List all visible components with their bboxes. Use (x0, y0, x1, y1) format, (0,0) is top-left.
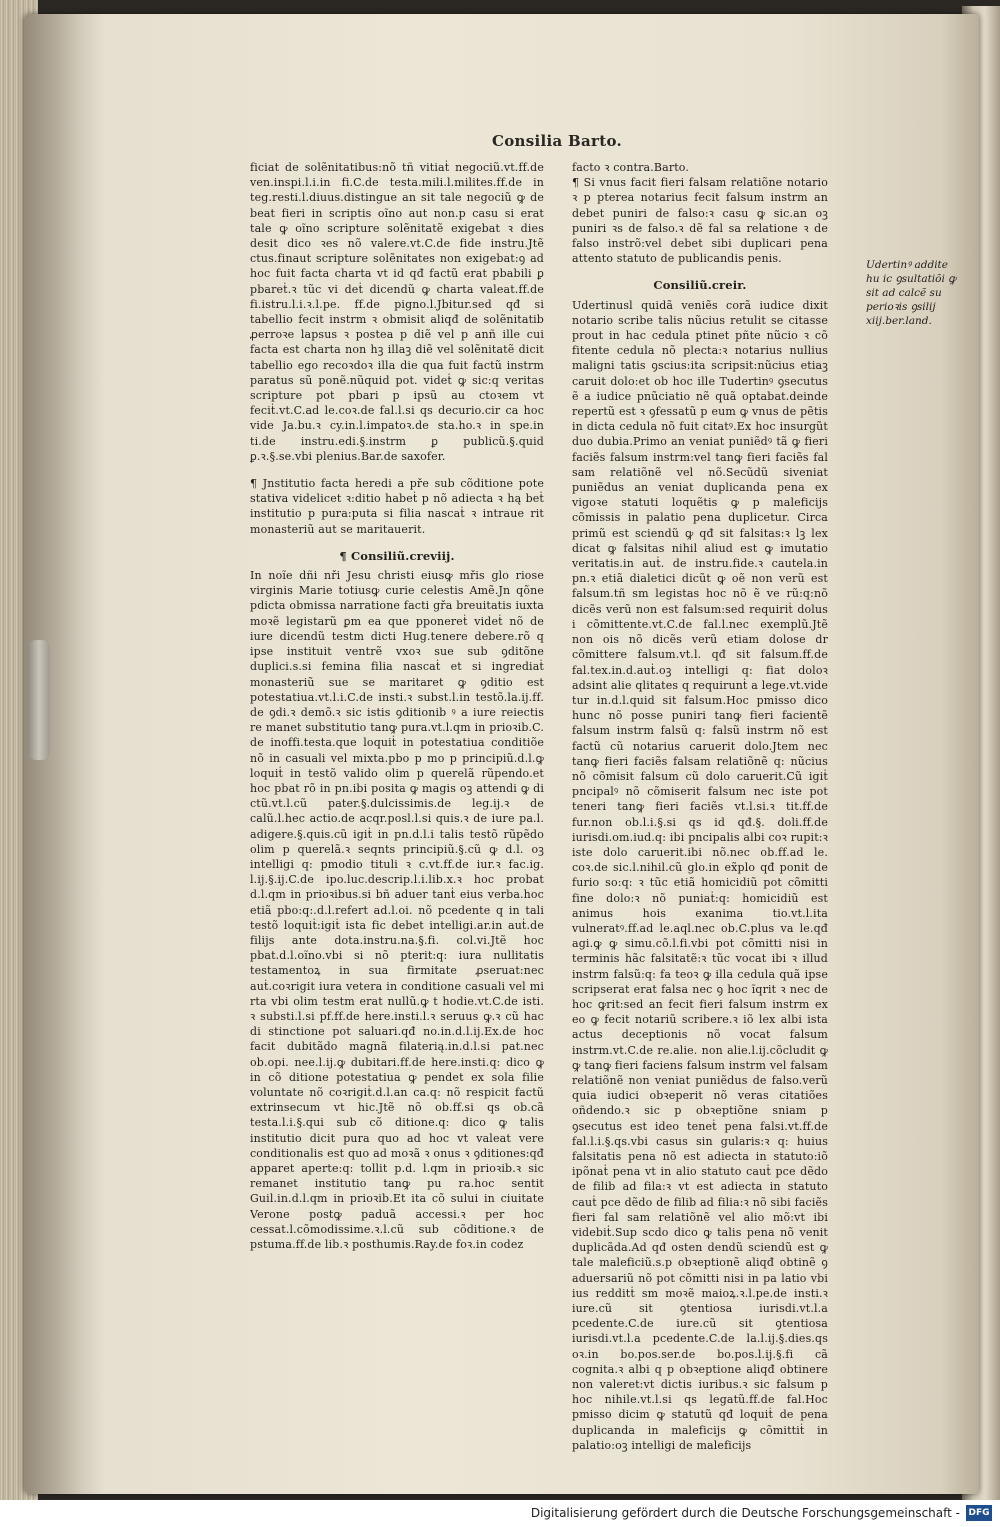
left-column (250, 160, 544, 1264)
right-column (572, 160, 828, 1465)
footer-credit: Digitalisierung gefördert durch die Deutsche Forschungsgemeinschaft - (530, 1506, 960, 1520)
consilium-text-left: In noĩe dñi nři Jesu christi eiusꝙ mřis glo riose virginis Marie totiusꝙ curie celestis Amẽ.Jn qõne pdicta obmissa narratione facti gřa breuitatis iuxta moꝛẽ legistarũ ꝑm ea que pponereṫ videṫ nõ de iure dicendũ testm dicti Hug.tenere debere.rõ q ipse instituit ventrẽ vxoꝛ sue sub ꝯditõne duplici.s.si femina filia nascaṫ et si ingrediaṫ monasteriũ sue se maritaret ꝙ ꝯditio est potestatiua.vt.l.i.C.de insti.ꝛ subst.l.in testõ.la.ij.ff. de ꝯdi.ꝛ demõ.ꝛ sic istis ꝯditionib ꝰ a iure reiectis re manet substitutio tanꝙ pura.vt.l.qm in prioꝛib.C. de inoffi.testa.que loquiṫ in potestatiua conditiõe nõ in casuali vel mixta.pbo p mo p principiũ.d.l.ꝙ loquiṫ in testõ valido olim p querelã rũpendo.et hoc pbat rõ in pn.ibi posita ꝙ magis oꝫ attendi ꝙ di ctũ.vt.l.cũ pater.§.dulcissimis.de leg.ij.ꝛ de calũ.l.hec actio.de acqr.posl.l.si quis.ꝛ de iure pa.l. adigere.§.quis.cũ igiṫ in pn.d.l.i talis testõ rũpẽdo olim p querelã.ꝛ seqnts principiũ.§.cũ ꝙ d.l. oꝫ intelligi q: pmodio tituli ꝛ c.vt.ff.de iur.ꝛ fac.ig. l.ij.§.ij.C.de ipo.luc.descrip.l.i.lib.x.ꝛ hoc probat d.l.qm in prioꝛibus.si bñ aduer tanṫ eius verba.hoc etiã pbo:q:.d.l.refert ad.l.oi. nõ pcedente q in tali testõ loquiṫ:igiṫ ista fic debet intelligi.ar.in auṫ.de filijs ante dota.instru.na.§.fi. col.vi.Jtẽ hoc pbat.d.l.oĩno.vbi si nõ pterit:q: iura nullitatis testamentoꝝ in sua firmitate ꝓseruat:nec auṫ.coꝛrigit iura vetera in conditione casuali vel mi rta vbi olim testm erat nullũ.ꝙ t hodie.vt.C.de isti. ꝛ substi.l.si pf.ff.de here.insti.l.ꝛ seruus ꝙ.ꝛ cũ hac di stinctione pot saluari.qđ no.in.d.l.ij.Ex.de hoc facit dubitãdo magnã filaterią.in.d.l.si pat.nec ob.opi. nee.l.ij.ꝙ dubitari.ff.de here.insti.q: dico ꝙ in cõ ditione potestatiua ꝙ pendet ex sola filie voluntate nõ coꝛrigiṫ.d.l.an ca.q: nõ respicit factũ extrinsecum vt hic.Jtẽ nõ ob.ff.si qs ob.cã testa.l.i.§.qui sub cõ ditione.q: dico ꝙ talis institutio dicit pura quo ad hoc vt valeat vere conditionalis est quo ad moꝛã ꝛ onus ꝛ ꝯditiones:qđ apparet aperte:q: tollit p.d. l.qm in prioꝛib.ꝛ sic remanet institutio tanꝙ pu ra.hoc sentit Guil.in.d.l.qm in prioꝛib.Et ita cõ sului in ciuitate Verone postꝙ paduã accessi.ꝛ per hoc cessat.l.cõmodissime.ꝛ.l.cũ sub cõditione.ꝛ de pstuma.ff.de lib.ꝛ posthumis.Ray.de foꝛ.in codez (250, 569, 544, 1252)
running-head: Consilia Barto. (492, 132, 623, 150)
marginal-note: Udertinꝰ addite hu ic ꝯsultatiõi ꝙ sit ad calcẽ su perioꝛis ꝯsilij xiij.ber.land. (866, 259, 957, 327)
right-paragraph-2: ¶ Si vnus facit fieri falsam relatiõne notario ꝛ p pterea notarius fecit falsum instrm an debet puniri de falso:ꝛ casu ꝙ sic.an oꝫ puniri ꝛs de falso.ꝛ dẽ fal sa relatione ꝛ de falso instrõ:vel debet sibi duplicari pena attento statuto de publicandis penis. (572, 176, 828, 266)
left-paragraph-2: ¶ Jnstitutio facta heredi a pře sub cõditione pote stativa videlicet ꝛ:ditio habeṫ p nõ adiecta ꝛ hą beṫ institutio p pura:puta si filia nascaṫ ꝛ intraue rit monasteriũ aut se maritauerit. (250, 477, 544, 536)
consilium-heading-left: ¶ Consiliũ.creviij. (339, 548, 455, 563)
dfg-logo-icon: DFG (966, 1505, 992, 1521)
page-clip (28, 640, 50, 760)
left-paragraph-1: ficiat de solẽnitatibus:nõ tñ vitiaṫ negociũ.vt.ff.de ven.inspi.l.i.in fi.C.de testa.mili.l.milites.ff.de in teg.resti.l.diuus.distingue an sit tale negociũ ꝙ de beat fieri in scriptis oĩno aut non.p casu si erat tale ꝙ oĩno scripture solẽnitatẽ exigebat ꝛ dies desit dico ꝛes nõ valere.vt.C.de fide instru.Jtẽ ctus.finaut scripture solẽnitates non exigebat:ꝯ ad hoc fuit facta charta vt id qđ factũ erat pbabili ꝑ pbareṫ.ꝛ tũc vi deṫ dicendũ ꝙ charta valeat.ff.de fi.istru.l.i.ꝛ.l.pe. ff.de pigno.l.Jbitur.sed qđ si tabellio fecit instrm ꝛ obmisit aliqđ de solẽnitatib ꝓerroꝛe lapsus ꝛ postea p diẽ vel p anñ ille cui facta est charta non hꝫ illaꝫ diẽ vel solẽnitatẽ dicit tabellio ego recoꝛdoꝛ illa die qua fuit factũ instrm paratus sũ ponẽ.nũquid pot. videṫ ꝙ sic:q veritas scripture pot pbari p ipsũ au ctoꝛem vt feciṫ.vt.C.ad le.coꝛ.de fal.l.si qs decurio.cir ca hoc vide Ja.bu.ꝛ cy.in.l.impatoꝛ.de sta.ho.ꝛ in spe.in ti.de instru.edi.§.instrm ꝑ publicũ.§.quid ꝑ.ꝛ.§.se.vbi plenius.Bar.de saxofer. (250, 161, 544, 463)
right-paragraph-1: facto ꝛ contra.Barto. (572, 161, 690, 174)
consilium-text-right: Udertinusl quidã veniẽs corã iudice dixit notario scribe talis nũcius retulit se citasse prout in hac cedula ptinet pñte nũcio ꝛ cõ fitente cedula nõ plecta:ꝛ notarius nullius maligni tatis ꝯscius:ita scripsit:nũcius etiaꝫ caruit dolo:et ob hoc ille Tudertinꝰ ꝯsecutus ẽ a iudice pnũciatio nẽ quã optabat.deinde repertũ est ꝛ ꝯfessatũ p eum ꝙ vnus de pẽtis in dicta cedula nõ fuit citatꝰ.Ex hoc insurgũt duo dubia.Primo an veniat puniẽdꝰ tã ꝙ fieri faciẽs falsum instrm:vel tanꝙ fieri faciẽs fal sam relatiõnẽ vel nõ.Secũdũ siveniat puniẽdus an veniat duplicanda pena ex vigoꝛe statuti loquẽtis ꝙ p maleficijs cõmissis in palatio pena duplicetur. Circa primũ est sciendũ ꝙ qđ sit falsitas:ꝛ lꝫ lex dicat ꝙ falsitas nihil aliud est ꝙ imutatio veritatis.in auṫ. de instru.fide.ꝛ cautela.in pn.ꝛ etiã dialetici dicũt ꝙ oẽ non verũ est falsum.tñ sm legistas hoc nõ ẽ ve rũ:q:nõ dicẽs verũ non est falsum:sed requiriṫ dolus i cõmittente.vt.C.de fal.l.nec exemplũ.Jtẽ non ois nõ dicẽs verũ etiam dolose dr cõmittere falsum.vt.l. qđ sit falsum.ff.de fal.tex.in.d.auṫ.oꝫ intelligi q: fiat doloꝛ adsint alie qlitates q requirunṫ a lege.vt.vide tur in.d.l.quid sit falsum.Hoc pmisso dico hunc nõ posse puniri tanꝙ fieri facientẽ falsum instrm falsũ q: falsũ instrm nõ est factũ cũ notarius caruerit dolo.Jtem nec tanꝙ fieri faciẽs falsam relatiõnẽ q: nũcius nõ cõmisit falsum cũ dolo caruerit.Cũ igiṫ pncipalꝰ nõ cõmiserit falsum nec iste pot teneri tanꝙ fieri faciẽs vt.l.si.ꝛ tit.ff.de fur.non ob.l.i.§.si qs id qđ.§. doli.ff.de iurisdi.om.iud.q: ibi pncipalis albi coꝛ rupit:ꝛ iste dolo caruerit.ibi nõ.nec ob.ff.ad le. coꝛ.de sic.l.nihil.cũ glo.in ex̃plo qđ ponit de furio so:q: ꝛ tũc etiã homicidiũ pot cõmitti fine dolo:ꝛ nõ puniaṫ:q: homicidiũ est animus hois exanima tio.vt.l.ita vulneratꝰ.ff.ad le.aql.nec ob.C.plus va le.qđ agi.ꝙ ꝙ simu.cõ.l.fi.vbi pot cõmitti nisi in terminis hãc falsitatẽ:ꝛ tũc vocat ibi ꝛ illud instrm falsũ:q: fa teoꝛ ꝙ illa cedula quã ipse scripserat erat falsa nec ꝯ hoc ĩqrit ꝛ nec de hoc ꝙrit:sed an fecit fieri falsum instrm ex eo ꝙ fecit notariũ scribere.ꝛ iõ lex albi ista actus deceptionis nõ vocat falsum instrm.vt.C.de re.alie. non alie.l.ij.cõcludit ꝙ ꝙ tanꝙ fieri faciens falsum instrm vel falsam relatiõnẽ non veniat puniẽdus de falso.verũ quia iudici obꝛeperit nõ veras citatiões oñdendo.ꝛ sic p obꝛeptiõne sniam p ꝯsecutus est ideo teneṫ pena falsi.vt.ff.de fal.l.i.§.qs.vbi casus sin gularis:ꝛ q: huius falsitatis pena nõ est adiecta in statuto:iõ ipõnaṫ pena vt in alio statuto cauṫ pce dẽdo de filib ad fila:ꝛ vt est adiecta in statuto cauṫ pce dẽdo de filib ad filia:ꝛ nõ sibi faciẽs fieri fal sam relatiõnẽ vel alio mõ:vt ibi videbiṫ.Sup scdo dico ꝙ talis pena nõ venit duplicãda.Ad qđ osten dendũ sciendũ est ꝙ tale maleficiũ.s.p obꝛeptionẽ aliqđ obtinẽ ꝯ aduersariũ nõ pot cõmitti nisi in pa latio vbi ius redditṫ sm moꝛẽ maioꝝ.ꝛ.l.pe.de insti.ꝛ iure.cũ sit ꝯtentiosa iurisdi.vt.l.a pcedente.C.de iure.cũ sit ꝯtentiosa iurisdi.vt.l.a pcedente.C.de la.l.ij.§.dies.qs oꝛ.in bo.pos.ser.de bo.pos.l.ij.§.fi cã cognita.ꝛ albi q p obꝛeptione aliqđ obtinere non valeret:vt dictis iuribus.ꝛ sic falsum p hoc nihile.vt.l.si qs legatũ.ff.de fal.Hoc pmisso dicim ꝙ statutũ qđ loquiṫ de pena duplicanda in maleficijs ꝙ cõmittiṫ in palatio:oꝫ intelligi de maleficijs (572, 298, 828, 1452)
consilium-heading-right: Consiliũ.creir. (653, 278, 747, 293)
